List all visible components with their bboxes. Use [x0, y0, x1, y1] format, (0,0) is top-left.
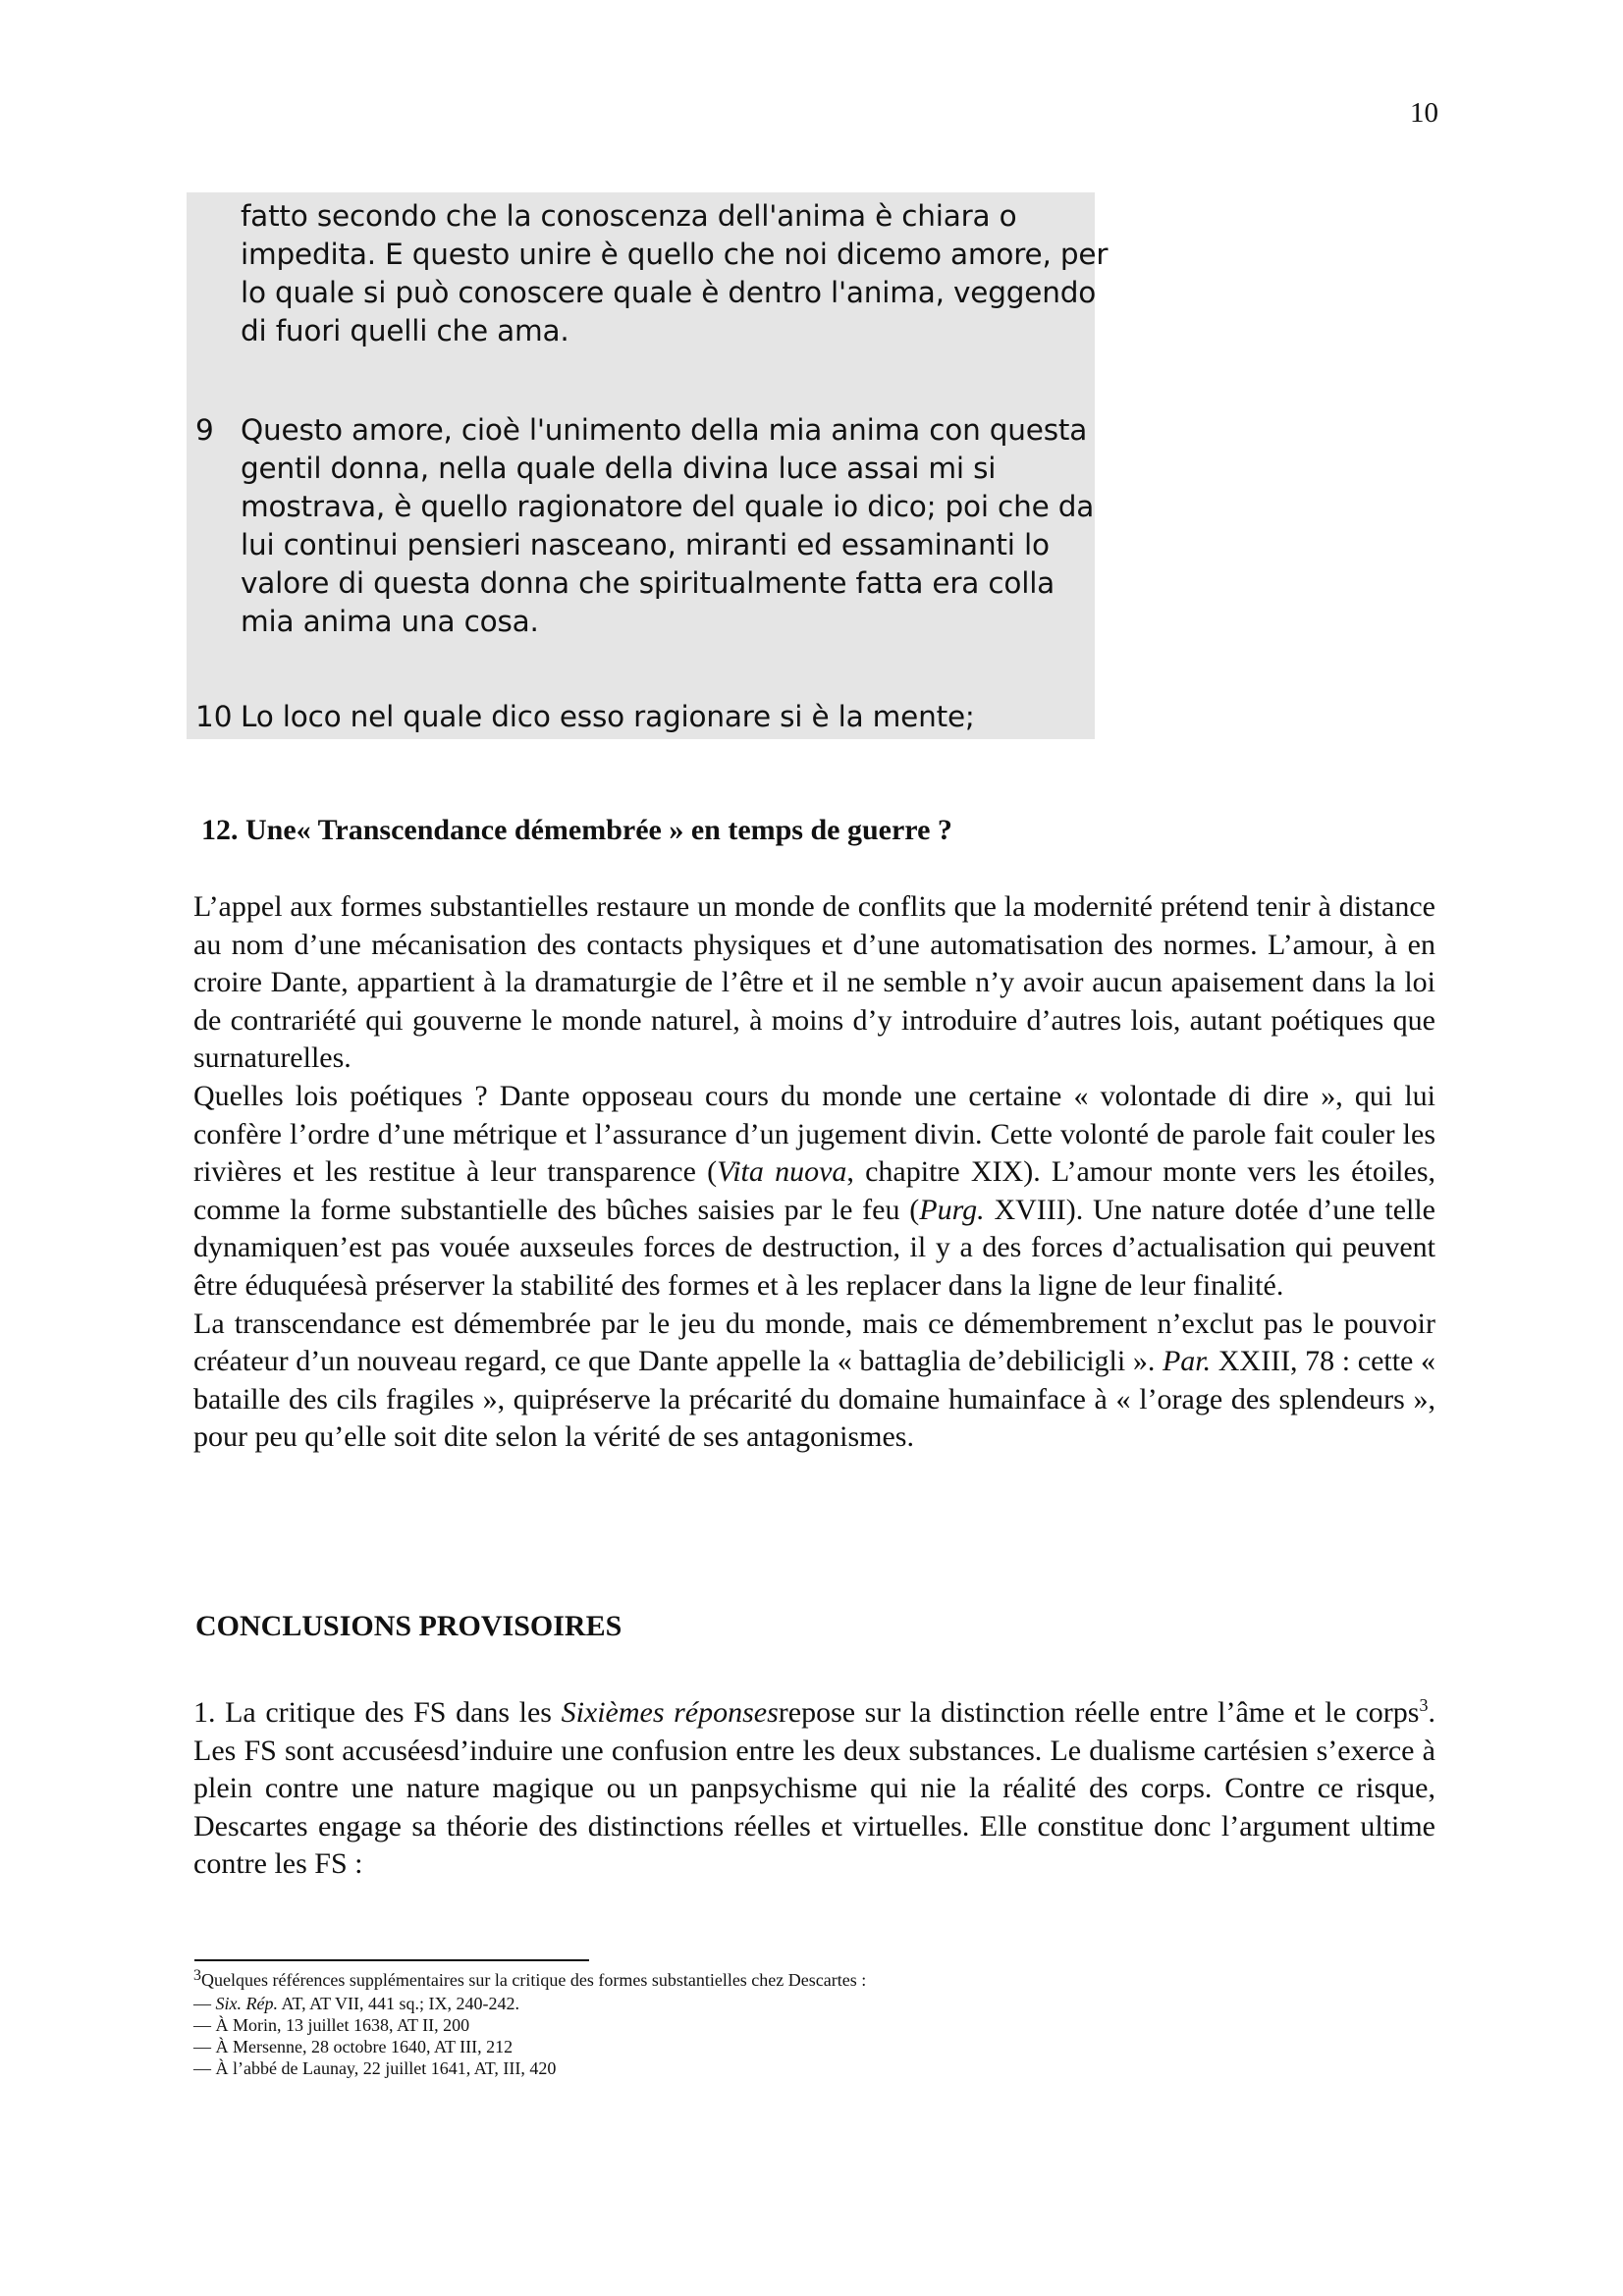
footnote-intro: 3Quelques références supplémentaires sur la critique des formes substantielles chez Descartes :	[193, 1967, 867, 1990]
conclusions-paragraph-1: 1. La critique des FS dans les Sixièmes réponsesrepose sur la distinction réelle entre l’âme et le corps$^3$. Les FS sont accuséesd’induire une confusion entre les deux substances. Le dualisme cartésien s’exerce à plein contre une nature magique ou un panpsychisme qui nie la réalité des corps. Contre ce risque, Descartes engage sa théorie des distinctions réelles et virtuelles. Elle constitue donc l’argument ultime contre les FS :	[193, 1695, 1435, 1881]
quote-paragraph-3	[241, 698, 975, 736]
section-body	[193, 888, 1435, 1457]
quote-paragraph-2	[241, 411, 1094, 641]
footnote-ref: — À Mersenne, 28 octobre 1640, AT III, 212	[193, 2037, 514, 2056]
conclusions-heading: CONCLUSIONS PROVISOIRES	[195, 1610, 622, 1642]
quote-line: di fuori quelli che ama.	[241, 314, 569, 347]
section-paragraph-1: L’appel aux formes substantielles restaure un monde de conflits que la modernité prétend tenir à distance au nom d’une mécanisation des contacts physiques et d’une automatisation des normes. L’amour, à en croire Dante, appartient à la dramaturgie de l’être et il ne semble n’y avoir aucun apaisement dans la loi de contrariété qui gouverne le monde naturel, à moins d’y introduire d’autres lois, autant poétiques que surnaturelles.	[193, 890, 1435, 1075]
work-abbreviation: Purg.	[919, 1193, 985, 1226]
footnote-separator	[194, 1959, 589, 1961]
work-title: Vita nuova	[717, 1155, 847, 1189]
quote-line: Questo amore, cioè l'unimento della mia anima con questa	[241, 413, 1088, 447]
footnote-reference[interactable]: 3	[1419, 1695, 1429, 1715]
section-paragraph-2: Quelles lois poétiques ? Dante opposeau cours du monde une certaine « volontade di dire », qui lui confère l’ordre d’une métrique et l’assurance d’un jugement divin. Cette volonté de parole fait couler les rivières et les restitue à leur transparence (Vita nuova, chapitre XIX). L’amour monte vers les étoiles, comme la forme substantielle des bûches saisies par le feu (Purg. XVIII). Une nature dotée d’une telle dynamiquen’est pas vouée auxseules forces de destruction, il y a des forces d’actualisation qui peuvent être éduquéesà préserver la stabilité des formes et à les replacer dans la ligne de leur finalité.	[193, 1079, 1435, 1302]
quote-line: lo quale si può conoscere quale è dentro l'anima, veggendo	[241, 276, 1097, 309]
section-heading: 12. Une« Transcendance démembrée » en temps de guerre ?	[201, 814, 952, 846]
footnote	[193, 1969, 866, 2079]
quote-line: gentil donna, nella quale della divina luce assai mi si	[241, 452, 997, 485]
quote-line: mostrava, è quello ragionatore del quale io dico; poi che da	[241, 490, 1095, 523]
quote-line: mia anima una cosa.	[241, 605, 539, 638]
quote-line: valore di questa donna che spiritualmente fatta era colla	[241, 566, 1055, 600]
footnote-ref: — À Morin, 13 juillet 1638, AT II, 200	[193, 2015, 470, 2035]
quote-line: impedita. E questo unire è quello che noi dicemo amore, per	[241, 238, 1109, 271]
footnote-mark: 3	[193, 1967, 201, 1984]
quote-line: lui continui pensieri nasceano, miranti ed essaminanti lo	[241, 528, 1050, 561]
quote-number-10: 10	[195, 700, 233, 733]
work-title: Sixièmes réponses	[561, 1696, 779, 1729]
quote-line: fatto secondo che la conoscenza dell'anima è chiara o	[241, 199, 1017, 233]
footnote-ref: — Six. Rép. AT, AT VII, 441 sq.; IX, 240-242.	[193, 1994, 519, 2013]
quote-paragraph-1	[241, 197, 1108, 350]
page-number: 10	[1410, 97, 1438, 129]
quote-number-9: 9	[195, 413, 214, 447]
section-paragraph-3: La transcendance est démembrée par le jeu du monde, mais ce démembrement n’exclut pas le pouvoir créateur d’un nouveau regard, ce que Dante appelle la « battaglia de’debilicigli ». Par. XXIII, 78 : cette « bataille des cils fragiles », quipréserve la précarité du domaine humainface à « l’orage des splendeurs », pour peu qu’elle soit dite selon la vérité de ses antagonismes.	[193, 1307, 1435, 1454]
quote-line: Lo loco nel quale dico esso ragionare si è la mente;	[241, 700, 975, 733]
footnote-ref: — À l’abbé de Launay, 22 juillet 1641, AT, III, 420	[193, 2058, 557, 2078]
work-abbreviation: Par.	[1162, 1345, 1212, 1378]
conclusions-body	[193, 1686, 1435, 1884]
